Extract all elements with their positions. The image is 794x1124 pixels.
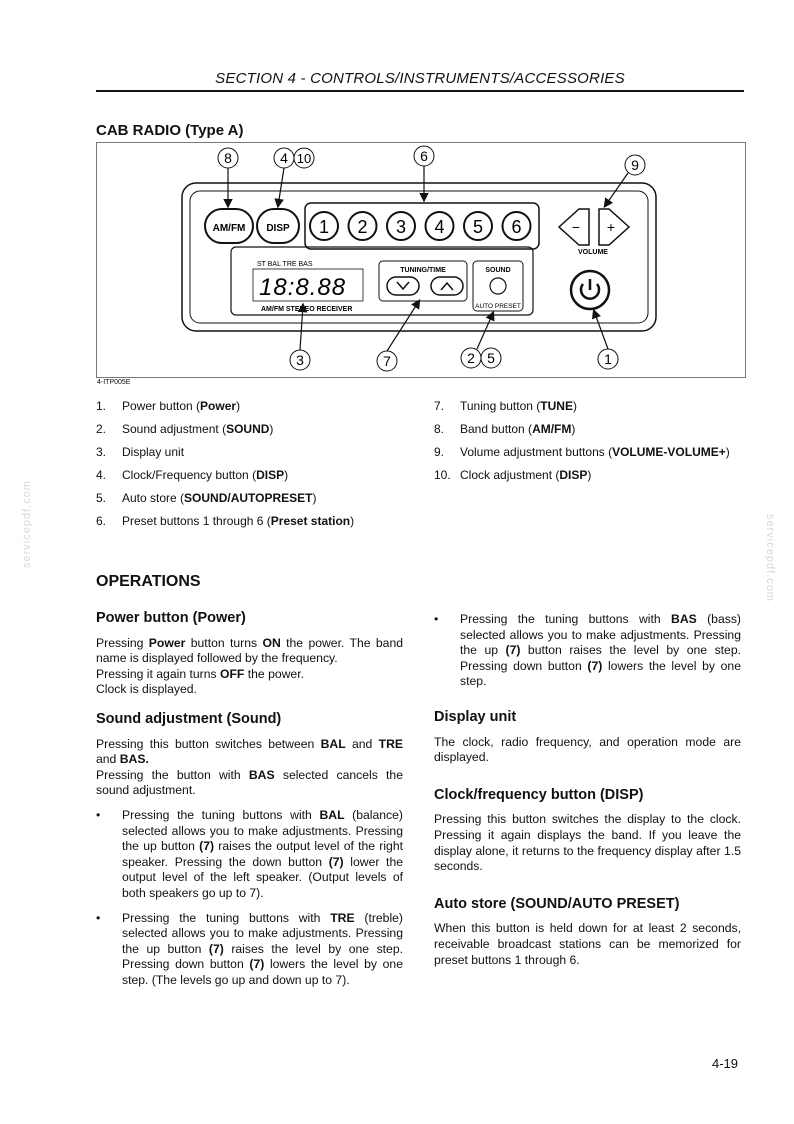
- tuning-label: TUNING/TIME: [400, 267, 446, 274]
- volume-label: VOLUME: [578, 249, 608, 256]
- sound-paragraph-2: Pressing the button with BAS selected cancels the sound adjustment.: [96, 767, 403, 798]
- legend-item: 10. Clock adjustment (DISP): [434, 468, 592, 482]
- legend-item: 5. Auto store (SOUND/AUTOPRESET): [96, 491, 317, 505]
- sound-title: Sound adjustment (Sound): [96, 710, 282, 727]
- callout-2: 2: [467, 350, 475, 366]
- display-digits: 18:8.88: [259, 274, 347, 301]
- callout-3: 3: [296, 352, 304, 368]
- cab-radio-title: CAB RADIO (Type A): [96, 122, 244, 139]
- sound-paragraph: Pressing this button switches between BAL and TRE and BAS.: [96, 736, 403, 767]
- figure-caption: 4-ITP005E: [97, 379, 131, 386]
- right-column: [434, 612, 741, 968]
- power-paragraph-2: Pressing it again turns OFF the power.: [96, 666, 304, 681]
- preset-label-1: 1: [318, 217, 330, 237]
- callout-8: 8: [224, 150, 232, 166]
- disp-label: DISP: [266, 223, 290, 234]
- auto-store-paragraph: When this button is held down for at least 2 seconds, receivable broadcast stations can be memorized for preset buttons 1 through 6.: [434, 921, 741, 967]
- legend-item: 6. Preset buttons 1 through 6 (Preset station): [96, 514, 355, 528]
- preset-buttons: [310, 212, 531, 240]
- radio-figure: [96, 142, 746, 378]
- bullet-tre: • Pressing the tuning buttons with TRE (treble) selected allows you to make adjustments. Pressing the up button (7) raises the level by one step. Pressing down button (7) lowers the level by one step. (The levels go up and down up to 7).: [96, 910, 403, 987]
- display-subtitle: AM/FM STEREO RECEIVER: [261, 306, 353, 313]
- legend-left: [96, 399, 406, 537]
- display-unit-paragraph: The clock, radio frequency, and operation mode are displayed.: [434, 734, 741, 765]
- watermark-right: servicepdf.com: [764, 514, 776, 602]
- callout-9: 9: [631, 157, 639, 173]
- legend-item: 1. Power button (Power): [96, 399, 241, 413]
- radio-diagram: [97, 143, 745, 377]
- legend-item: 2. Sound adjustment (SOUND): [96, 422, 274, 436]
- callout-5: 5: [487, 350, 495, 366]
- callout-6: 6: [420, 148, 428, 164]
- preset-label-3: 3: [395, 217, 407, 237]
- bullet-bal: • Pressing the tuning buttons with BAL (balance) selected allows you to make adjustments. Pressing the up button (7) raises the output level of the right speaker. Pressing the down button (7) lower the output level of the left speaker. (Output levels of both speakers go up to 7).: [96, 807, 404, 900]
- volume-minus-label: −: [571, 219, 581, 235]
- page-number: 4-19: [711, 1056, 738, 1071]
- section-header: SECTION 4 - CONTROLS/INSTRUMENTS/ACCESSORIES: [215, 70, 625, 87]
- display-unit-title: Display unit: [434, 708, 517, 725]
- preset-label-5: 5: [472, 217, 484, 237]
- legend-item: 9. Volume adjustment buttons (VOLUME-VOLUME+): [434, 445, 730, 459]
- legend-item: 4. Clock/Frequency button (DISP): [96, 468, 289, 482]
- clock-paragraph: Pressing this button switches the display to the clock. Pressing it again displays the band. If you leave the display alone, it returns to the frequency display after 1.5 seconds.: [434, 812, 741, 874]
- sound-label: SOUND: [485, 267, 511, 274]
- sound-button[interactable]: [490, 278, 506, 294]
- legend-right: [434, 399, 742, 491]
- auto-preset-label: AUTO PRESET: [475, 303, 521, 310]
- callout-4: 4: [280, 150, 288, 166]
- preset-label-2: 2: [357, 217, 368, 237]
- callout-7: 7: [383, 353, 391, 369]
- preset-label-4: 4: [434, 217, 445, 237]
- tune-down-button[interactable]: [387, 277, 419, 295]
- callout-10: 10: [296, 151, 312, 166]
- operations-title: OPERATIONS: [96, 573, 201, 590]
- power-paragraph: Pressing Power button turns ON the power. The band name is displayed followed by the frequency.: [96, 635, 403, 666]
- volume-plus-label: +: [606, 219, 616, 235]
- legend-item: 7. Tuning button (TUNE): [434, 399, 577, 413]
- tune-up-button[interactable]: [431, 277, 463, 295]
- callout-1: 1: [604, 351, 612, 367]
- legend-item: 8. Band button (AM/FM): [434, 422, 576, 436]
- bullet-bas: • Pressing the tuning buttons with BAS (bass) selected allows you to make adjustments. Pressing the up (7) button raises the level by one step. Pressing down button (7) lowers the level by one step.: [434, 612, 741, 689]
- amfm-label: AM/FM: [212, 223, 246, 234]
- power-paragraph-3: Clock is displayed.: [96, 682, 197, 697]
- legend-item: 3. Display unit: [96, 445, 185, 459]
- watermark-left: servicepdf.com: [21, 480, 33, 568]
- preset-label-6: 6: [511, 217, 522, 237]
- display-indicators: ST BAL TRE BAS: [257, 261, 313, 268]
- left-column: [96, 611, 403, 988]
- header-rule: [96, 90, 744, 92]
- clock-title: Clock/frequency button (DISP): [434, 786, 644, 803]
- auto-store-title: Auto store (SOUND/AUTO PRESET): [434, 895, 680, 912]
- power-title: Power button (Power): [96, 610, 246, 626]
